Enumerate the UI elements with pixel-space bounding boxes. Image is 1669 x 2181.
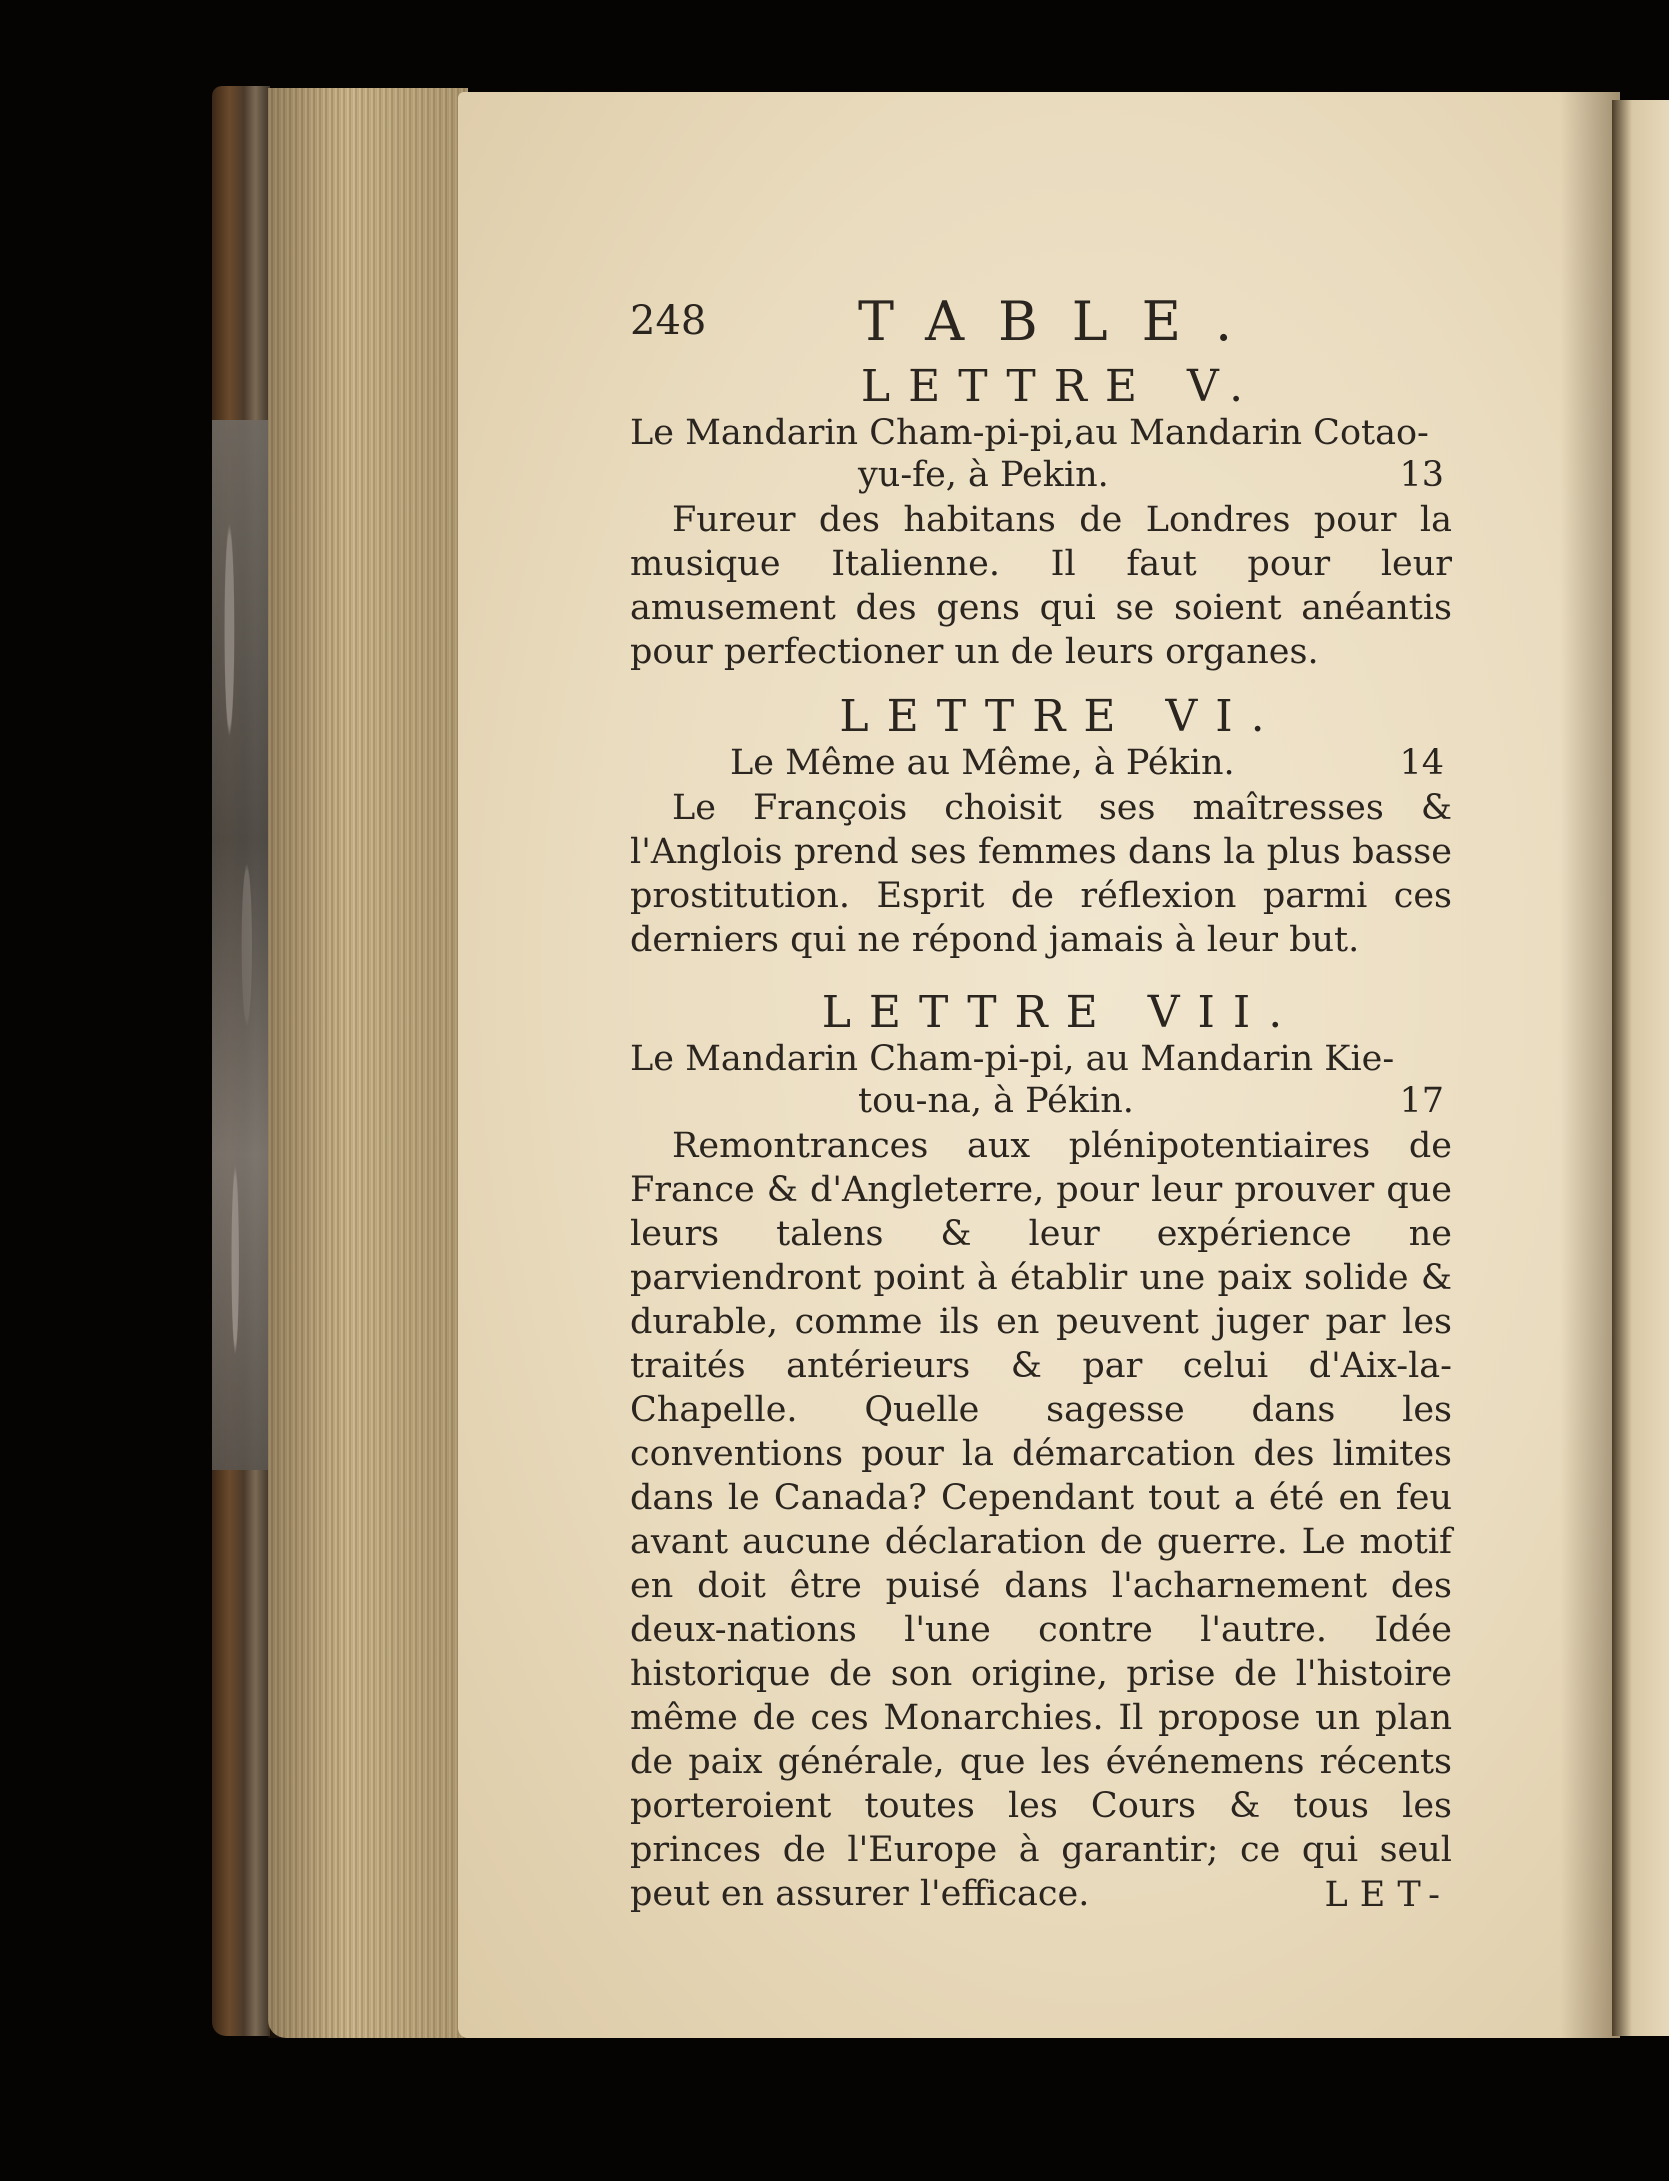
letter-title: Le Mandarin Cham-pi-pi,au Mandarin Cotao- xyxy=(630,413,1429,453)
letter-heading: LETTRE VII. xyxy=(821,987,1301,1038)
letter-heading: LETTRE V. xyxy=(860,361,1262,412)
running-head: TABLE. xyxy=(858,290,1267,353)
catchword: LET- xyxy=(1324,1875,1452,1915)
page-reference: 13 xyxy=(1399,455,1444,495)
letter-title-continued: tou-na, à Pékin. 17 xyxy=(858,1081,1444,1121)
letter-summary: Remontrances aux plénipotentiaires de France & d'Angleterre, pour leur prouver que leurs talens & leur expérience ne parviendront point à établir une paix solide & durable, comme ils en peuvent juger par les traités antérieurs & par celui d'Aix-la-Chapelle. Quelle sagesse dans les conventions pour la démarcation des limites dans le Canada? Cependant tout a été en feu avant aucune déclaration de guerre. Le motif en doit être puisé dans l'acharnement des deux-nations l'une contre l'autre. Idée historique de son origine, prise de l'histoire même de ces Monarchies. Il propose un plan de paix générale, que les événemens récents porteroient toutes les Cours & tous les princes de l'Europe à garantir; ce qui seul peut en assurer l'efficace. xyxy=(630,1126,1452,1914)
letter-title: Le Même au Même, à Pékin. 14 xyxy=(730,743,1444,783)
letter-entry xyxy=(630,692,1452,962)
letter-summary: Fureur des habitans de Londres pour la musique Italienne. Il faut pour leur amusement des gens qui se soient anéantis pour perfectioner un de leurs organes. xyxy=(630,500,1452,672)
marbled-board xyxy=(212,420,270,1470)
letter-title: Le Mandarin Cham-pi-pi, au Mandarin Kie- xyxy=(630,1039,1395,1079)
page-reference: 14 xyxy=(1399,743,1444,783)
gutter-shadow xyxy=(1560,92,1620,2038)
page-reference: 17 xyxy=(1399,1081,1444,1121)
letter-entry xyxy=(630,988,1452,1916)
page-header xyxy=(630,290,1452,362)
letter-summary: Le François choisit ses maîtresses & l'Anglois prend ses femmes dans la plus basse prostitution. Esprit de réflexion parmi ces derniers qui ne répond jamais à leur but. xyxy=(630,788,1452,960)
page-text xyxy=(630,290,1452,1916)
letter-entry xyxy=(630,362,1452,674)
page-number: 248 xyxy=(630,298,707,344)
letter-title-continued: yu-fe, à Pekin. 13 xyxy=(858,455,1444,495)
letter-heading: LETTRE VI. xyxy=(839,691,1283,742)
facing-page-edge xyxy=(1612,100,1669,2036)
